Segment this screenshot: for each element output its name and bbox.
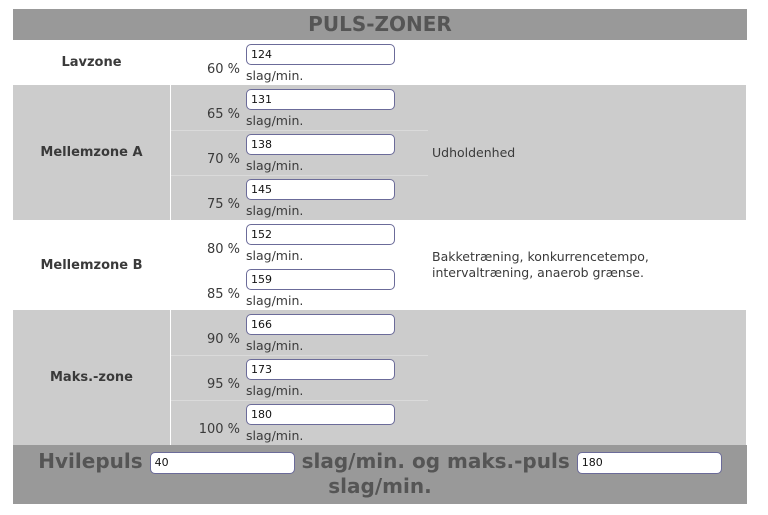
heart-rate-field[interactable] bbox=[246, 404, 395, 425]
zone-percent: 90 % bbox=[206, 331, 240, 347]
heart-rate-field[interactable] bbox=[246, 44, 395, 65]
page-title: PULS-ZONER bbox=[13, 9, 747, 40]
zone-name: Maks.-zone bbox=[13, 310, 171, 445]
zone-mellemzone-b bbox=[13, 220, 747, 310]
max-pulse-input[interactable] bbox=[577, 452, 722, 474]
heart-rate-field[interactable] bbox=[246, 89, 395, 110]
unit-label: slag/min. bbox=[246, 68, 304, 83]
zone-maks bbox=[13, 310, 747, 445]
unit-label: slag/min. bbox=[246, 248, 304, 263]
zone-percent: 60 % bbox=[206, 62, 240, 77]
zone-percent: 65 % bbox=[206, 106, 240, 122]
footer-middle-text: slag/min. og maks.-puls bbox=[301, 449, 570, 473]
zone-percent: 70 % bbox=[206, 152, 240, 167]
zone-lavzone bbox=[13, 40, 747, 85]
unit-label: slag/min. bbox=[246, 203, 304, 219]
zone-percent: 100 % bbox=[198, 422, 240, 438]
heart-rate-field[interactable] bbox=[246, 224, 395, 245]
unit-label: slag/min. bbox=[246, 337, 304, 353]
heart-rate-field[interactable] bbox=[246, 359, 395, 380]
zone-description: Bakketræning, konkurrencetempo, intervaltræning, anaerob grænse. bbox=[428, 220, 747, 310]
heart-rate-field[interactable] bbox=[246, 269, 395, 290]
zone-name: Mellemzone A bbox=[13, 85, 171, 220]
unit-label: slag/min. bbox=[246, 158, 304, 173]
zone-percent: 80 % bbox=[206, 242, 240, 257]
zone-description bbox=[428, 40, 747, 85]
heart-rate-field[interactable] bbox=[246, 179, 395, 200]
unit-label: slag/min. bbox=[246, 112, 304, 128]
zone-name: Mellemzone B bbox=[13, 220, 171, 310]
rest-pulse-input[interactable] bbox=[150, 452, 295, 474]
zone-name: Lavzone bbox=[13, 40, 171, 85]
footer-bar bbox=[13, 445, 747, 504]
zone-description bbox=[428, 310, 747, 445]
unit-label: slag/min. bbox=[246, 293, 304, 308]
zone-percent: 85 % bbox=[206, 287, 240, 302]
footer-unit-text: slag/min. bbox=[328, 474, 432, 498]
zone-percent: 75 % bbox=[206, 197, 240, 213]
pulse-zone-calculator bbox=[13, 9, 747, 504]
zone-table bbox=[13, 40, 747, 445]
zone-percent: 95 % bbox=[206, 377, 240, 392]
zone-description: Udholdenhed bbox=[428, 85, 747, 220]
unit-label: slag/min. bbox=[246, 428, 304, 444]
heart-rate-field[interactable] bbox=[246, 314, 395, 335]
zone-mellemzone-a bbox=[13, 85, 747, 220]
rest-pulse-label: Hvilepuls bbox=[38, 449, 143, 473]
unit-label: slag/min. bbox=[246, 383, 304, 398]
heart-rate-field[interactable] bbox=[246, 134, 395, 155]
